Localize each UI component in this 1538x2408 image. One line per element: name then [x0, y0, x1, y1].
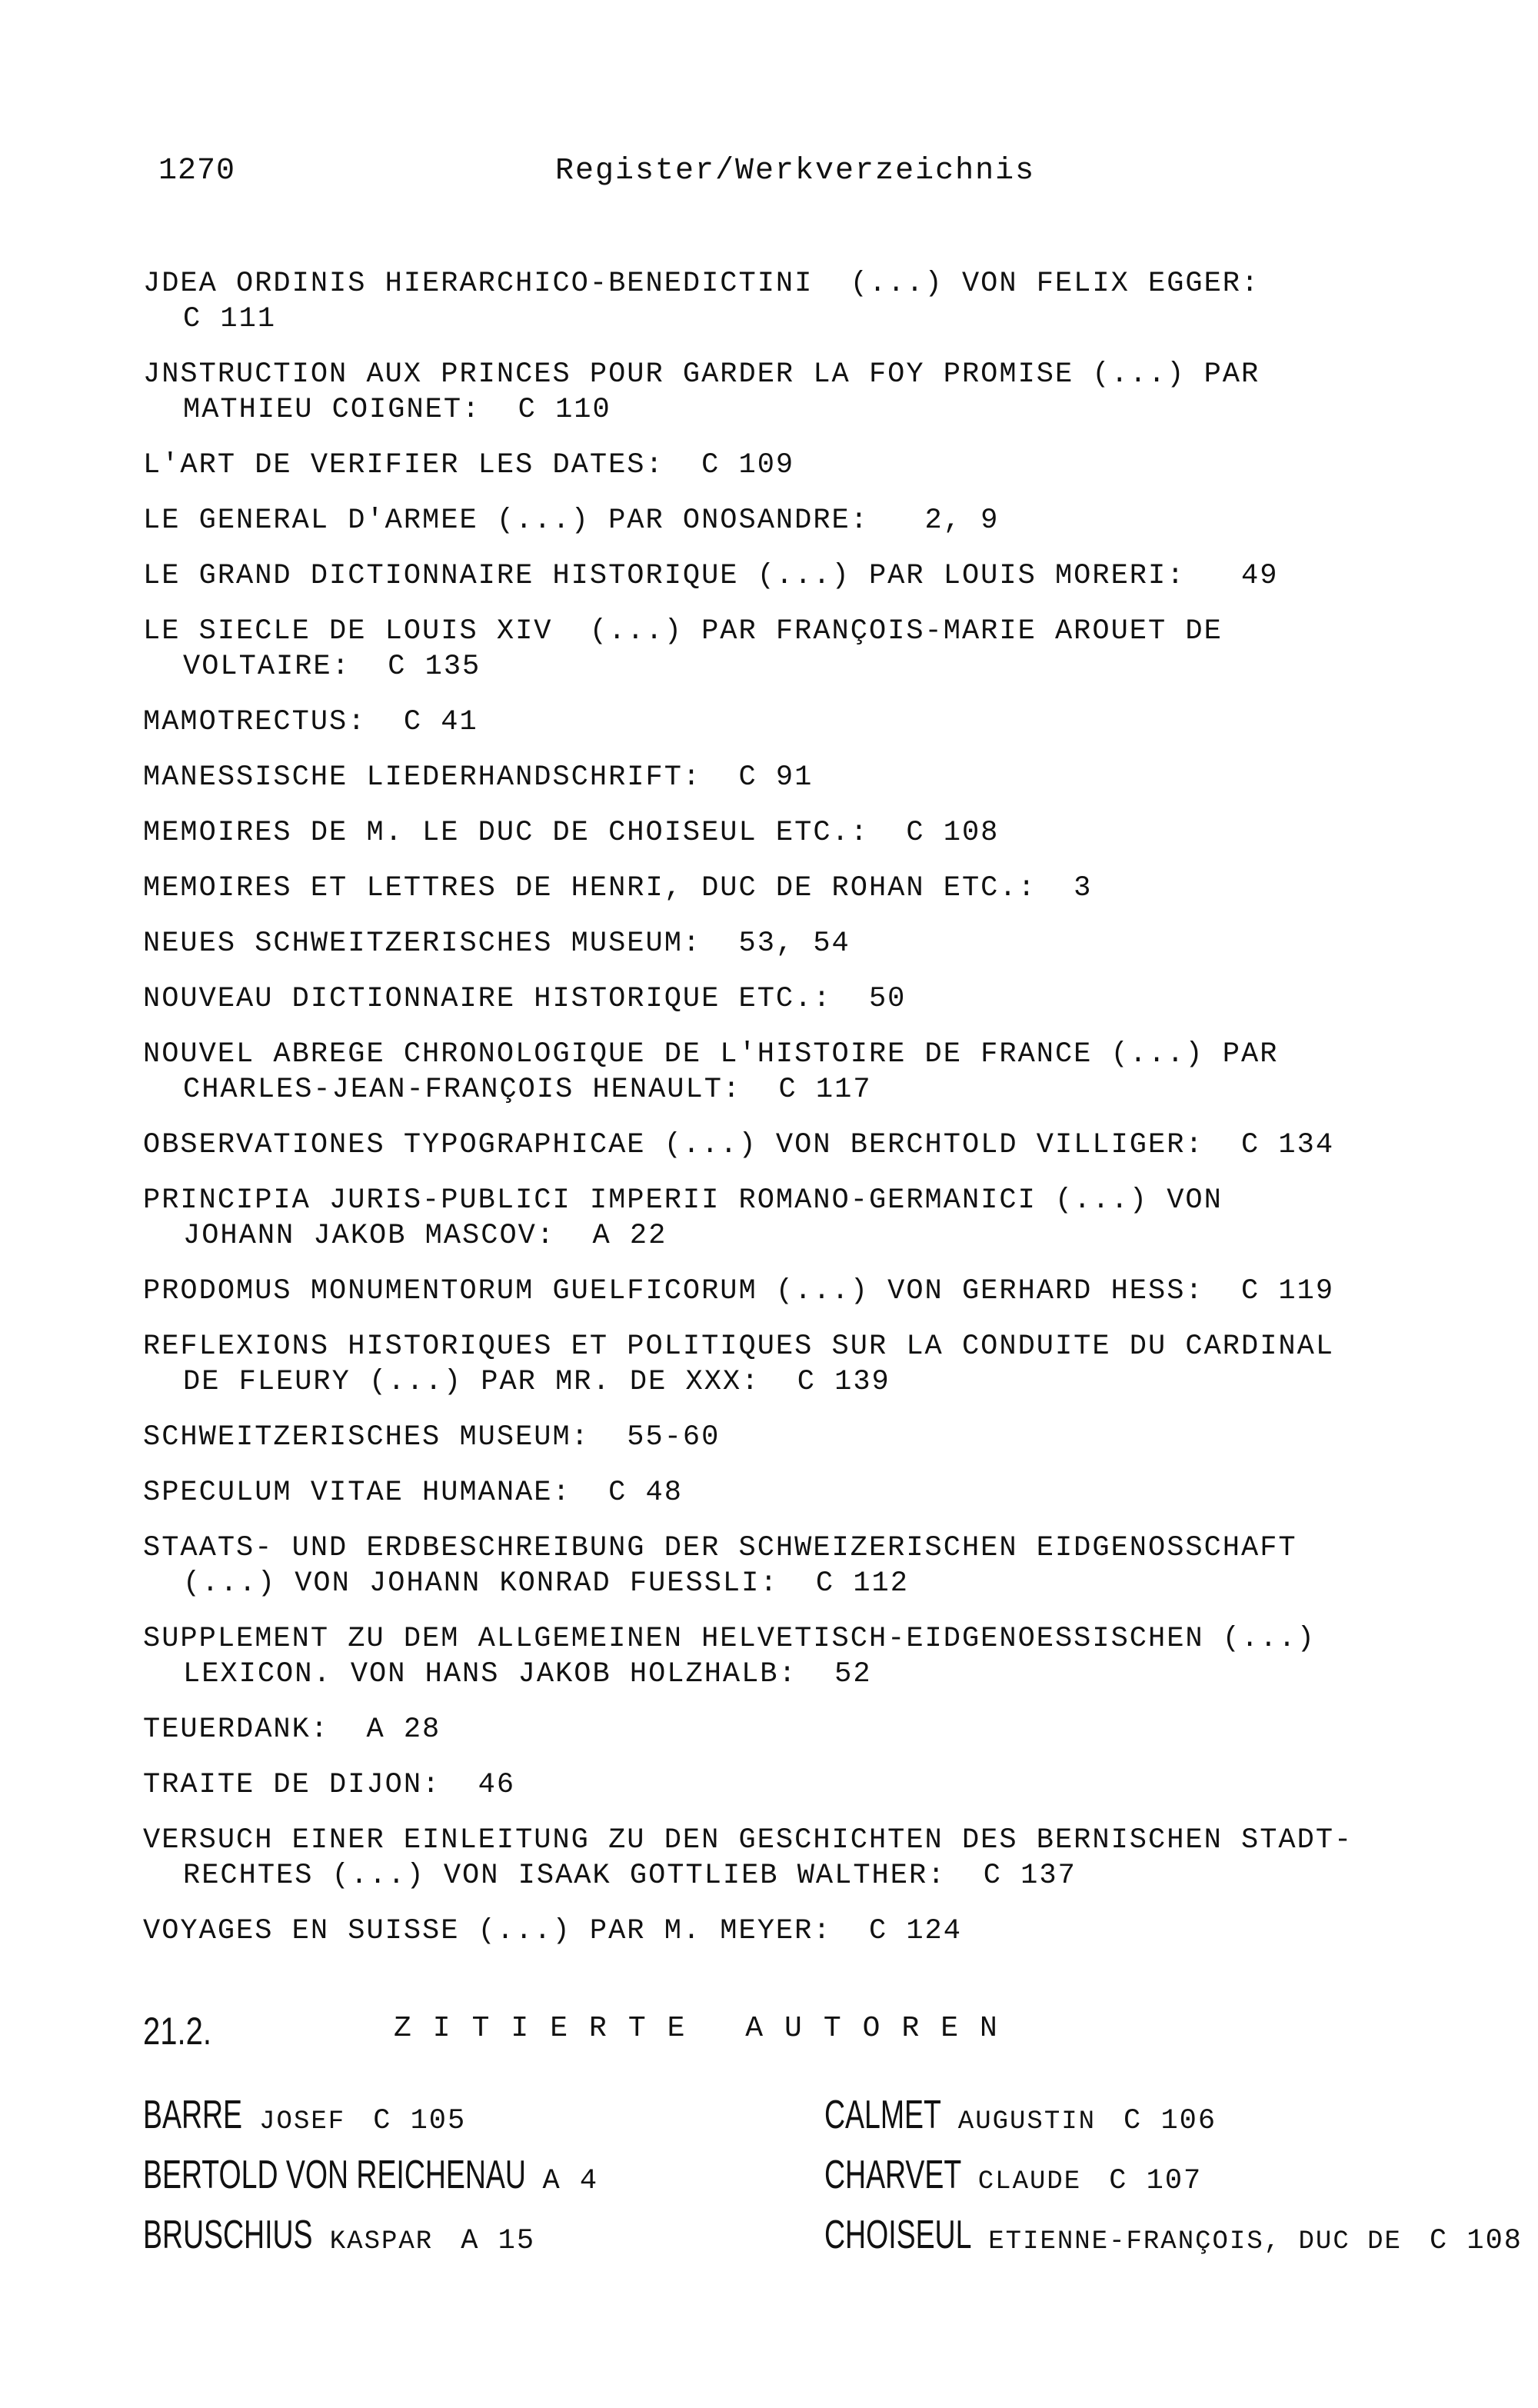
author-entry [824, 2212, 1523, 2258]
work-entry-line: JNSTRUCTION AUX PRINCES POUR GARDER LA FOY PROMISE (...) PAR [143, 358, 1260, 391]
work-entry [143, 1183, 1489, 1254]
author-surname: CHARVET [824, 2153, 962, 2197]
work-entry [143, 871, 1489, 906]
work-entry-line: LE GRAND DICTIONNAIRE HISTORIQUE (...) PAR LOUIS MORERI: 49 [143, 560, 1279, 592]
author-reference: C 106 [1124, 2105, 1217, 2137]
work-entry-continuation: CHARLES-JEAN-FRANÇOIS HENAULT: C 117 [183, 1074, 872, 1106]
running-header-title: Register/Werkverzeichnis [555, 154, 1036, 188]
work-entry [143, 1475, 1489, 1510]
author-reference: C 105 [373, 2105, 467, 2137]
work-entry-continuation: VOLTAIRE: C 135 [183, 651, 481, 683]
work-entry-continuation: JOHANN JAKOB MASCOV: A 22 [183, 1220, 667, 1252]
work-entry-line: TRAITE DE DIJON: 46 [143, 1769, 516, 1801]
work-entry [143, 614, 1489, 684]
author-entry [824, 2152, 1501, 2198]
work-entry [143, 981, 1489, 1017]
work-entry [143, 357, 1489, 428]
work-entry-continuation: LEXICON. VON HANS JAKOB HOLZHALB: 52 [183, 1658, 872, 1690]
work-entry-continuation: (...) VON JOHANN KONRAD FUESSLI: C 112 [183, 1567, 909, 1600]
work-entry-continuation: C 111 [183, 303, 277, 335]
work-entry-line: NOUVEL ABREGE CHRONOLOGIQUE DE L'HISTOIRE DE FRANCE (...) PAR [143, 1038, 1279, 1071]
work-entry [143, 558, 1489, 594]
work-entry [143, 1621, 1489, 1692]
author-surname: CALMET [824, 2093, 941, 2137]
work-entry-line: REFLEXIONS HISTORIQUES ET POLITIQUES SUR LA CONDUITE DU CARDINAL [143, 1331, 1335, 1363]
author-entry [143, 2212, 820, 2258]
work-entry [143, 704, 1489, 740]
work-entry-line: SUPPLEMENT ZU DEM ALLGEMEINEN HELVETISCH-EIDGENOESSISCHEN (...) [143, 1623, 1316, 1655]
work-entry [143, 1823, 1489, 1893]
work-entry-line: LE SIECLE DE LOUIS XIV (...) PAR FRANÇOIS-MARIE AROUET DE [143, 615, 1223, 648]
work-entry-line: STAATS- UND ERDBESCHREIBUNG DER SCHWEIZERISCHEN EIDGENOSSCHAFT [143, 1532, 1297, 1564]
work-entry-continuation: DE FLEURY (...) PAR MR. DE XXX: C 139 [183, 1366, 891, 1398]
author-reference: A 4 [542, 2165, 599, 2197]
work-entry [143, 1420, 1489, 1455]
work-entry-line: MEMOIRES ET LETTRES DE HENRI, DUC DE ROHAN ETC.: 3 [143, 872, 1093, 904]
work-entry-line: NEUES SCHWEITZERISCHES MUSEUM: 53, 54 [143, 928, 851, 960]
work-entry-line: VERSUCH EINER EINLEITUNG ZU DEN GESCHICHTEN DES BERNISCHEN STADT- [143, 1824, 1353, 1857]
work-entry-line: SPECULUM VITAE HUMANAE: C 48 [143, 1477, 683, 1509]
work-entry-line: SCHWEITZERISCHES MUSEUM: 55-60 [143, 1421, 721, 1454]
work-entry-line: MAMOTRECTUS: C 41 [143, 706, 478, 738]
author-reference: C 107 [1109, 2165, 1203, 2197]
work-entry-continuation: RECHTES (...) VON ISAAK GOTTLIEB WALTHER: C 137 [183, 1860, 1077, 1892]
work-entry [143, 1712, 1489, 1747]
work-entry [143, 1127, 1489, 1163]
author-surname: BRUSCHIUS [143, 2213, 313, 2257]
work-entry-line: PRINCIPIA JURIS-PUBLICI IMPERII ROMANO-GERMANICI (...) VON [143, 1184, 1223, 1217]
section-number: 21.2. [143, 2010, 211, 2053]
work-entry-line: MANESSISCHE LIEDERHANDSCHRIFT: C 91 [143, 761, 814, 794]
author-forename: JOSEF [259, 2107, 346, 2137]
work-entry [143, 1530, 1489, 1601]
author-surname: BERTOLD VON REICHENAU [143, 2153, 526, 2197]
work-entry [143, 1913, 1489, 1949]
work-entry [143, 1767, 1489, 1803]
author-entry [824, 2092, 1501, 2138]
work-entry-line: OBSERVATIONES TYPOGRAPHICAE (...) VON BERCHTOLD VILLIGER: C 134 [143, 1129, 1335, 1161]
author-reference: A 15 [461, 2225, 536, 2257]
author-forename: AUGUSTIN [957, 2107, 1097, 2137]
work-entry [143, 503, 1489, 538]
work-entry-line: NOUVEAU DICTIONNAIRE HISTORIQUE ETC.: 50 [143, 983, 907, 1015]
work-entry [143, 760, 1489, 795]
author-forename: CLAUDE [977, 2167, 1082, 2197]
works-index-list [143, 266, 1489, 1969]
author-reference: C 108 [1429, 2225, 1523, 2257]
work-entry-line: JDEA ORDINIS HIERARCHICO-BENEDICTINI (...) VON FELIX EGGER: [143, 268, 1260, 300]
author-surname: CHOISEUL [824, 2213, 972, 2257]
work-entry [143, 1274, 1489, 1309]
work-entry-line: PRODOMUS MONUMENTORUM GUELFICORUM (...) VON GERHARD HESS: C 119 [143, 1275, 1335, 1307]
author-forename: ETIENNE-FRANÇOIS, DUC DE [988, 2227, 1402, 2256]
work-entry-line: VOYAGES EN SUISSE (...) PAR M. MEYER: C 124 [143, 1915, 962, 1947]
work-entry [143, 266, 1489, 337]
page-number: 1270 [158, 154, 236, 188]
work-entry [143, 926, 1489, 961]
work-entry-line: MEMOIRES DE M. LE DUC DE CHOISEUL ETC.: C 108 [143, 817, 1000, 849]
work-entry-line: L'ART DE VERIFIER LES DATES: C 109 [143, 449, 795, 481]
authors-column-right [824, 2092, 1523, 2272]
authors-column-left [143, 2092, 820, 2272]
work-entry [143, 1329, 1489, 1400]
section-title: ZITIERTE AUTOREN [394, 2012, 1019, 2045]
work-entry [143, 448, 1489, 483]
work-entry [143, 815, 1489, 851]
author-surname: BARRE [143, 2093, 242, 2137]
author-entry [143, 2152, 820, 2198]
work-entry-line: TEUERDANK: A 28 [143, 1714, 441, 1746]
author-forename: KASPAR [329, 2227, 434, 2256]
work-entry [143, 1037, 1489, 1107]
work-entry-continuation: MATHIEU COIGNET: C 110 [183, 394, 611, 426]
author-entry [143, 2092, 820, 2138]
work-entry-line: LE GENERAL D'ARMEE (...) PAR ONOSANDRE: 2, 9 [143, 505, 1000, 537]
